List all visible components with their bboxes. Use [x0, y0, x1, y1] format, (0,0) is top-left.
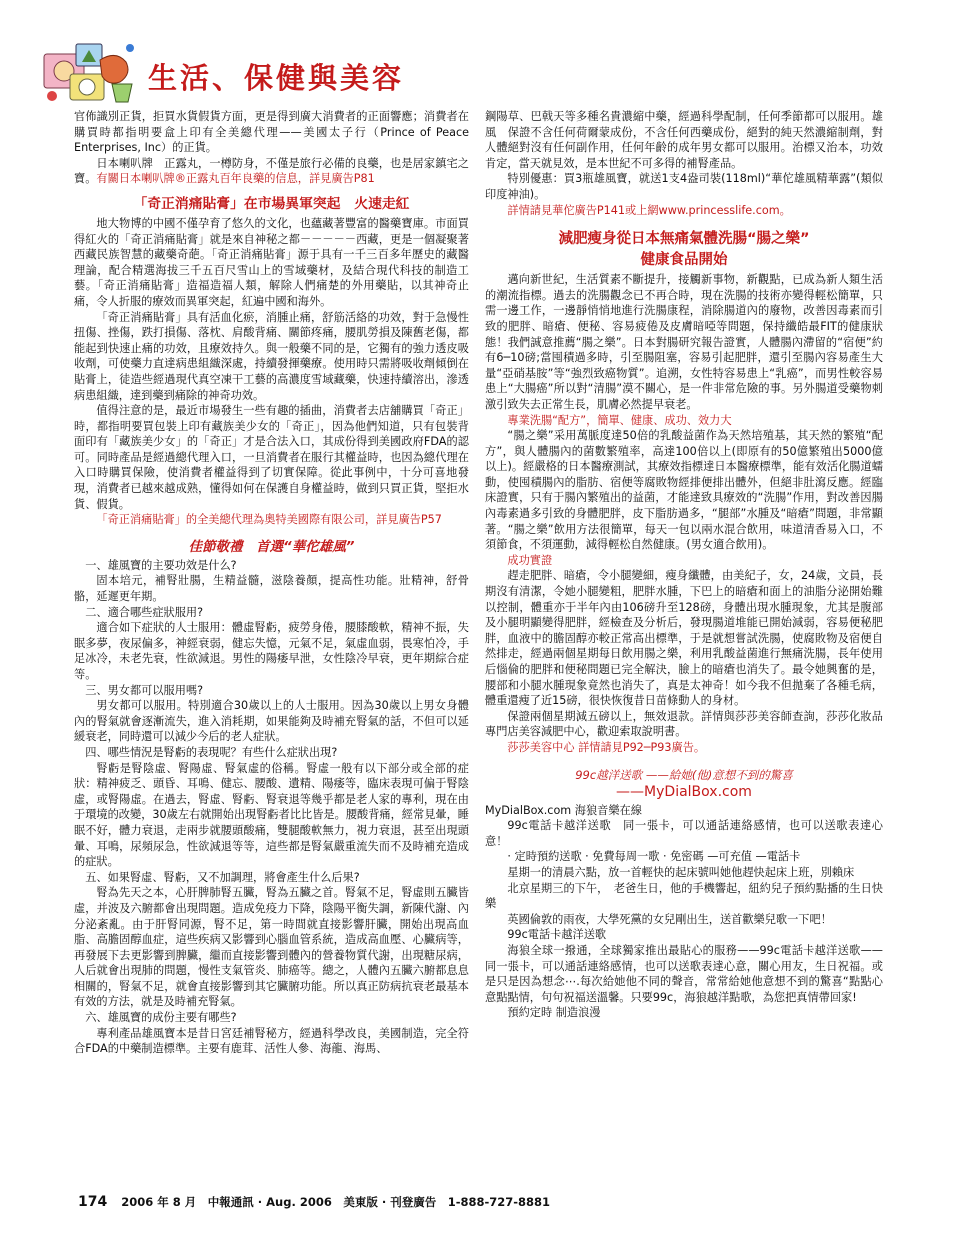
paragraph: 星期一的清晨六點，放一首輕快的起床號叫她他趕快起床上班，別賴床	[507, 865, 855, 879]
right-column	[485, 109, 883, 1021]
answer: 男女都可以服用。特別適合30歲以上的人士服用。因為30歲以上男女身體內的腎氣就會逐漸流失，進入消耗期，如果能夠及時補充腎氣的話，不但可以延緩衰老，同時還可以減少今后的老人症狀。	[74, 699, 469, 744]
paragraph	[74, 156, 469, 187]
ad-reference: 莎莎美容中心 詳情請見P92─P93廣告。	[507, 740, 706, 754]
paragraph: “腸之樂”采用萬脈度達50倍的乳酸益菌作為天然培殖基，其天然的繁殖“配方”，與人體腸內的菌數繁殖率，高達100倍以上(即原有的50億繁殖出5000億以上)。經嚴格的日本醫療測試，其療效指標達日本醫療標準，能有效活化腸道蠕動，使囤積腸內的脂肪、宿便等腐敗物經排便排出體外，但絕非肚瀉反應。經臨床證實，只有于腸內繁殖出的益菌，才能達致具療效的“洗腸”作用，對改善因腸內毒素過多引致的身體肥胖，皮下脂肪過多，“腿部”水腫及“暗瘡”問題，非常顯著。“腸之樂”飲用方法很簡單，每天一包以兩水混合飲用，味道清香易入口，不須節食，不須運動，減得輕松自然健康。(男女適合飲用)。	[485, 429, 883, 552]
website-link[interactable]: ——MyDialBox.com	[616, 783, 752, 800]
page-footer	[78, 1194, 550, 1210]
paragraph-text: 日本喇叭牌 正露丸，一樽防身，不僅是旅行必備的良藥，也是居家鎮宅之寶。	[74, 156, 469, 186]
question: 三、男女都可以服用嗎?	[85, 683, 204, 697]
answer: 腎虧是腎陰虛、腎陽虛、腎氣虛的俗稱。腎虛一般有以下部分或全部的症狀：精神疲乏、頭昏、耳鳴、健忘、腰酸、遺精、陽痿等，臨床表現可偏于腎陰虛，或腎陽虛。在過去，腎虛、腎虧、腎衰退等幾乎都是老人家的專利，現在由于環境的改變，30歲左右就開始出現腎虧者比比皆是。腰酸背痛，經常見暈，睡眠不好，體力衰退，走兩步就腰頭酸痛，雙腿酸軟無力，視力衰退，甚至出現頭暈、耳鳴，尿頻尿急，性欲減退等等，這些都是腎氣嚴重流失而不及時補充造成的症狀。	[74, 761, 469, 869]
paragraph: 值得注意的是，最近市場發生一些有趣的插曲，消費者去店舖購買「奇正」時，都指明要買包裝上印有藏族美少女的「奇正」，因為他們知道，只有包裝背面印有「藏族美少女」的「奇正」才是合法入口，其成份得到美國政府FDA的認可。同時產品是經過總代理入口，一旦消費者在服行其權益時，也因為總代理在入口時購買保險，使消費者權益得到了切實保障。從此事例中，十分可喜地發現，消費者已越來越成熟，懂得如何在保護自身權益時，做到只買正貨，堅拒水貨、假貨。	[74, 404, 469, 511]
paragraph: 海狼全球一撥通，全球獨家推出最貼心的服務——99c電話卡越洋送歌——同一張卡，可以通話連絡感情，也可以送歌表達心意，關心用友，生日祝福。或是只是因為想念⋯.每次給她他不同的聲音，常常給她他意想不到的驚喜“點點心意點點情，句句祝福送溫馨。只要99c，海狼越洋點歌，為您把真情帶回家!	[485, 943, 883, 1004]
answer: 適合如下症狀的人士服用：體虛腎虧，疲勞身倦，腰膝酸軟，精神不振，失眠多夢，夜尿偏多，神經衰弱，健忘失憶，元氣不足，氣虛血弱，畏寒怕冷，手足冰冷，未老先衰，性欲減退。男性的陽痿早泄，女性陰冷早衰，更年期綜合症等。	[74, 621, 469, 681]
section-subheading: 成功實證	[507, 553, 553, 567]
article-subtitle: 健康食品開始	[640, 252, 728, 269]
question: 四、哪些情況是腎虧的表現呢？有些什么症狀出現?	[85, 745, 338, 759]
paragraph: 英國倫敦的雨夜，大學死黨的女兒剛出生，送首歡樂兒歌一下吧！	[507, 912, 832, 926]
paragraph: 趕走肥胖、暗瘡，令小腿變細，瘦身纖體，由美紀子，女，24歲，文員，長期沒有清潔，令她小腿變粗，肥胖水腫，下巴上的暗瘡和面上的油脂分泌開始難以控制，體重亦于半年內由106磅升至128磅，身體出現水腫現象，尤其是腹部及小腿明顯變得肥胖，經檢查及分析后，發現腸道堆能已開始減弱，容易便秘肥胖，血液中的膽固醇亦較正常高出標準，于是就想嘗試洗腸，使腐敗物及宿便自然排走，經過兩個星期每日飲用腸之樂，利用乳酸益菌進行無痛洗腸，長年使用后惱倫的肥胖和便秘問題已完全解決，臉上的暗瘡也消失了。最令她興奮的是，腰部和小腿水腫現象竟然也消失了，真是太神奇！如今我不但拋棄了各種毛病，體重還瘦了近15磅，很快恢復昔日苗條動人的身材。	[485, 569, 883, 708]
section-header	[38, 38, 405, 108]
paragraph: 「奇正消痛貼膏」具有活血化瘀，消腫止痛，舒筋活絡的功效，對于急慢性扭傷、挫傷，跌打損傷、落枕、肩酸背痛、關節疼痛，腰肌勞損及陳舊老傷，都能起到快速止痛的功效，且療效持久。與一般藥不同的是，它獨有的強力透皮吸收劑，可使藥力直達病患組織深處，持續發揮藥療。使用時只需將吸收劑傾倒在貼膏上，徒造些經過現代真空凍干工藝的高濃度雪域藏藥，快速持續溶出，滲透病患組織，達到藥到痛除的神奇功效。	[74, 310, 469, 402]
question: 五、如果腎虛、腎虧，又不加調理，將會產生什么后果?	[85, 870, 360, 884]
paragraph: 99c電話卡越洋送歌 同一張卡，可以通話連絡感情，也可以送歌表達心意！	[485, 819, 883, 848]
ad-reference: 「奇正消痛貼膏」的全美總代理為奧特美國際有限公司，詳見廣告P57	[96, 513, 442, 527]
footer-text: 2006 年 8 月 中報通訊 · Aug. 2006 美東版 · 刊登廣告 1-888-727-8881	[121, 1195, 551, 1209]
ad-reference: 詳情請見華佗廣告P141或上網www.princesslife.com。	[507, 203, 791, 217]
paragraph: 99c電話卡越洋送歌	[507, 928, 607, 942]
page-number: 174	[78, 1194, 108, 1210]
paragraph: 保證兩個星期減五磅以上，無效退款。詳情與莎莎美容師查詢，莎莎化妝品專門店美容減肥中心，歡迎索取說明書。	[485, 709, 883, 739]
section-subheading: 專業洗腸“配方”，簡單、健康、成功、效力大	[507, 413, 732, 427]
paragraph: 鋼陽草、巴戟天等多種名貴濃縮中藥，經過科學配制，任何季節都可以服用。雄風 保證不含任何荷爾蒙成份，不含任何西藥成份，絕對的純天然濃縮制劑，對人體絕對沒有任何副作用，任何年齡的成年男女都可以服用。治標又治本，功效肯定，當天就見效，是本世紀不可多得的補腎產品。	[485, 110, 883, 170]
left-column	[74, 109, 469, 1057]
paragraph: 北京星期三的下午， 老爸生日，他的手機響起，紐約兒子預約點播的生日快樂	[485, 881, 883, 911]
question: 一、雄風寶的主要功效是什么?	[85, 558, 237, 572]
answer: 專利產品雄風寶本是昔日宮廷補腎秘方，經過科學改良，美國制造，完全符合FDA的中藥制造標準。主要有鹿茸、活性人參、海龍、海馬、	[74, 1026, 469, 1056]
paragraph: 邁向新世紀，生活質素不斷提升，接觸新事物，新觀點，已成為新人類生活的潮流指標。過去的洗腸觀念已不再合時，現在洗腸的技術亦變得輕松簡單，只需一邊工作，一邊靜悄悄地進行洗腸康程，消除腸道內的廢物，改善因毒素而引致的肥胖、暗瘡、便秘、容易疲倦及皮膚暗啞等問題，保持纖皓最FIT的健康狀態！我們誠意推薦“腸之樂”。日本對腸研究報告證實，人體腸內滯留的“宿便”約有6─10磅;當囤積過多時，引至腸阻塞，容易引起肥胖，還引至腸內容易產生大量“亞硝基胺”等“強烈致癌物質”。追溯，女性特容易患上“乳癌”，而男性較容易患上“大腸癌”所以對“清腸”漠不關心，是一件非常危險的事。另外腸道受藥物刺激引致失去正常生長，肌膚必然提早衰老。	[485, 273, 883, 411]
paragraph: 官佈識別正貨，拒買水貨假貨方面，更是得到廣大消費者的正面響應；消費者在購買時都指明要盒上印有全美總代理——美國太子行（Prince of Peace Enterprises, Inc）的正貨。	[74, 110, 469, 155]
ad-reference: 有關日本喇叭牌®正露丸百年良藥的信息，詳見廣告P81	[96, 172, 375, 186]
article-title: 佳節敬禮 首選“華佗雄風”	[188, 538, 355, 555]
question: 二、適合哪些症狀服用?	[85, 605, 204, 619]
paragraph: 特別優惠：買3瓶雄風寶，就送1支4盎司裝(118ml)“華佗雄風精華露”(類似印度神油)。	[485, 172, 883, 201]
answer: 固本培元，補腎壯腸，生精益髓，滋陰養顏，提高性功能。壯精神，舒骨骼，延遲更年期。	[74, 574, 469, 604]
article-title: 99c越洋送歌 ——給她(他)意想不到的驚喜	[575, 767, 793, 782]
paragraph: 地大物博的中國不僅孕育了悠久的文化，也蘊藏著豐富的醫藥寶庫。市面買得紅火的「奇正消痛貼膏」就是來自神秘之都－－－－－西藏，更是一個凝聚著西藏民族智慧的藏藥奇葩。「奇正消痛貼膏」源于具有一千三百多年歷史的藏醫理論，配合精選海拔三千五百尺雪山上的雪域藥材，及結合現代科技的制造工藝。「奇正消痛貼膏」造福造福人類，解除人們痛楚的外用藥貼，以其神奇止痛，令人折服的療效而異軍突起，紅遍中國和海外。	[74, 216, 469, 308]
lifestyle-collage-icon	[42, 40, 138, 106]
section-title: 生活、保健與美容	[148, 61, 405, 95]
paragraph: MyDialBox.com 海狼音樂在線	[485, 803, 642, 817]
answer: 腎為先天之本，心肝脾肺腎五臟，腎為五臟之首。腎氣不足，腎虛則五臟皆虛，并波及六腑都會出現問題。造成免疫力下降，陰陽平衡失調，新陳代謝、內分泌紊亂。由于肝腎同源，腎不足，第一時間就直接影響肝臟，開始出現高血脂、高膽固醇血症，這些疾病又影響到心腦血管系統，造成高血壓、心臟病等，再發展下去更影響到脾臟，繼而直接影響到體內的營養物質代謝，出現糖尿病，人后就會出現肺的問題，慢性支氣管炎、肺癌等。總之，人體內五臟六腑都息息相關的，腎氣不足，就會直接影響到其它臟腑功能。所以真正防病抗衰老最基本有效的方法，就是及時補充腎氣。	[74, 886, 469, 1009]
article-title: 「奇正消痛貼膏」在市場異軍突起 火速走紅	[133, 195, 410, 212]
paragraph: 預約定時 制造浪漫	[507, 1006, 601, 1020]
article-title: 減肥瘦身從日本無痛氣體洗腸“腸之樂”	[558, 231, 810, 248]
question: 六、雄風寶的成份主要有哪些?	[85, 1011, 237, 1025]
paragraph: · 定時預約送歌 · 免費每周一歌 · 免密碼 —可充值 —電話卡	[507, 850, 801, 864]
